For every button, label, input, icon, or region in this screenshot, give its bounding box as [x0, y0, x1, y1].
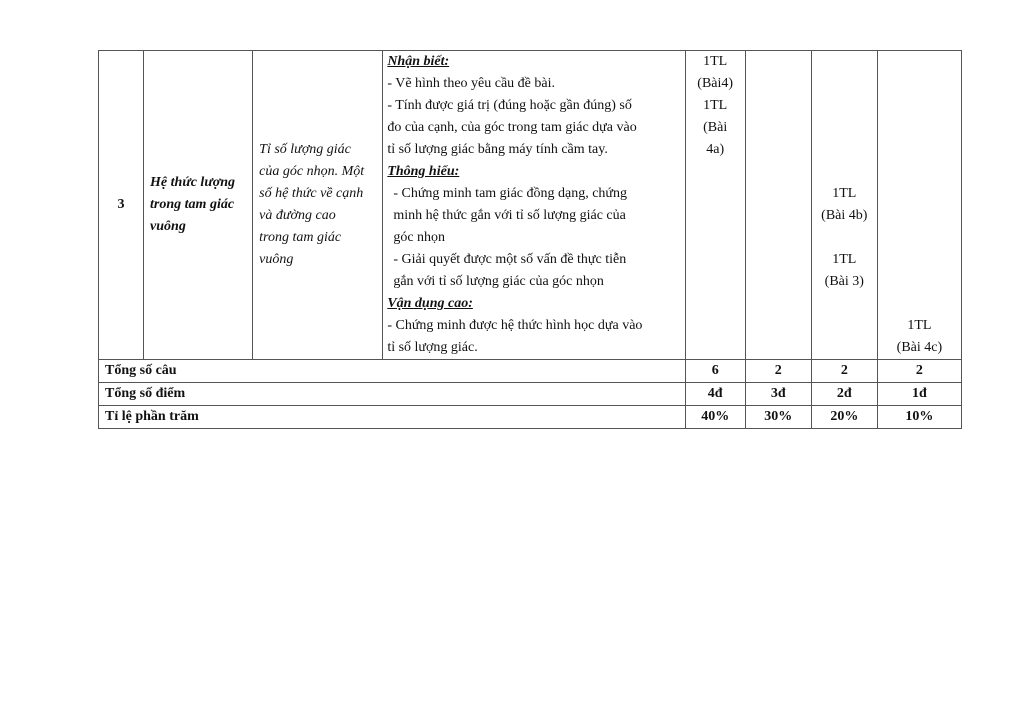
unit-line: vuông [259, 252, 294, 267]
summary-value: 40% [685, 406, 745, 429]
level-text: (Bài [703, 120, 728, 135]
summary-value: 2đ [811, 383, 877, 406]
unit-line: trong tam giác [259, 230, 342, 245]
topic-row [99, 51, 962, 360]
summary-value: 4đ [685, 383, 745, 406]
thong-hieu-heading: Thông hiểu: [387, 164, 460, 179]
requirements-cell [383, 51, 685, 360]
topic-name: Hệ thức lượng trong tam giác vuông [144, 51, 253, 360]
summary-label: Tổng số điểm [99, 383, 686, 406]
knowledge-unit [253, 51, 383, 360]
summary-value: 3đ [745, 383, 811, 406]
level-text: (Bài 3) [824, 274, 864, 289]
nhan-biet-heading: Nhận biết: [387, 54, 450, 69]
level-text: (Bài 4c) [896, 340, 943, 355]
requirement-line: - Chứng minh được hệ thức hình học dựa vào [387, 318, 643, 333]
van-dung-cao-heading: Vận dụng cao: [387, 296, 473, 311]
level-van-dung-cao [877, 51, 961, 360]
level-text: 1TL [703, 98, 728, 113]
summary-value: 2 [811, 360, 877, 383]
summary-row-percent [99, 406, 962, 429]
requirement-line: - Vẽ hình theo yêu cầu đề bài. [387, 76, 555, 91]
summary-row-points [99, 383, 962, 406]
level-text: (Bài 4b) [821, 208, 868, 223]
level-text: 1TL [832, 186, 857, 201]
level-thong-hieu [745, 51, 811, 360]
summary-value: 10% [877, 406, 961, 429]
summary-label: Tổng số câu [99, 360, 686, 383]
summary-row-questions [99, 360, 962, 383]
summary-label: Tỉ lệ phần trăm [99, 406, 686, 429]
requirement-line: đo của cạnh, của góc trong tam giác dựa vào [387, 120, 637, 135]
summary-value: 1đ [877, 383, 961, 406]
unit-line: số hệ thức về cạnh [259, 186, 364, 201]
row-number: 3 [99, 51, 144, 360]
requirement-line: tỉ số lượng giác. [387, 340, 478, 355]
requirement-line: minh hệ thức gắn với tỉ số lượng giác của [393, 208, 626, 223]
requirement-line: gắn với tỉ số lượng giác của góc nhọn [393, 274, 604, 289]
summary-value: 20% [811, 406, 877, 429]
unit-line: và đường cao [259, 208, 336, 223]
unit-line: của góc nhọn. Một [259, 164, 365, 179]
summary-value: 2 [745, 360, 811, 383]
summary-value: 6 [685, 360, 745, 383]
requirement-line: - Tính được giá trị (đúng hoặc gần đúng) số [387, 98, 632, 113]
level-text: 1TL [832, 252, 857, 267]
level-text: 1TL [703, 54, 728, 69]
requirement-line: góc nhọn [393, 230, 446, 245]
level-text: 1TL [907, 318, 932, 333]
unit-line: Tỉ số lượng giác [259, 142, 351, 157]
requirement-line: tỉ số lượng giác bằng máy tính cầm tay. [387, 142, 608, 157]
level-van-dung [811, 51, 877, 360]
requirement-line: - Giải quyết được một số vấn đề thực tiễn [393, 252, 627, 267]
level-nhan-biet [685, 51, 745, 360]
requirement-line: - Chứng minh tam giác đồng dạng, chứng [393, 186, 628, 201]
level-text: 4a) [706, 142, 725, 157]
level-text: (Bài4) [697, 76, 734, 91]
matrix-table [98, 50, 962, 429]
summary-value: 2 [877, 360, 961, 383]
summary-value: 30% [745, 406, 811, 429]
